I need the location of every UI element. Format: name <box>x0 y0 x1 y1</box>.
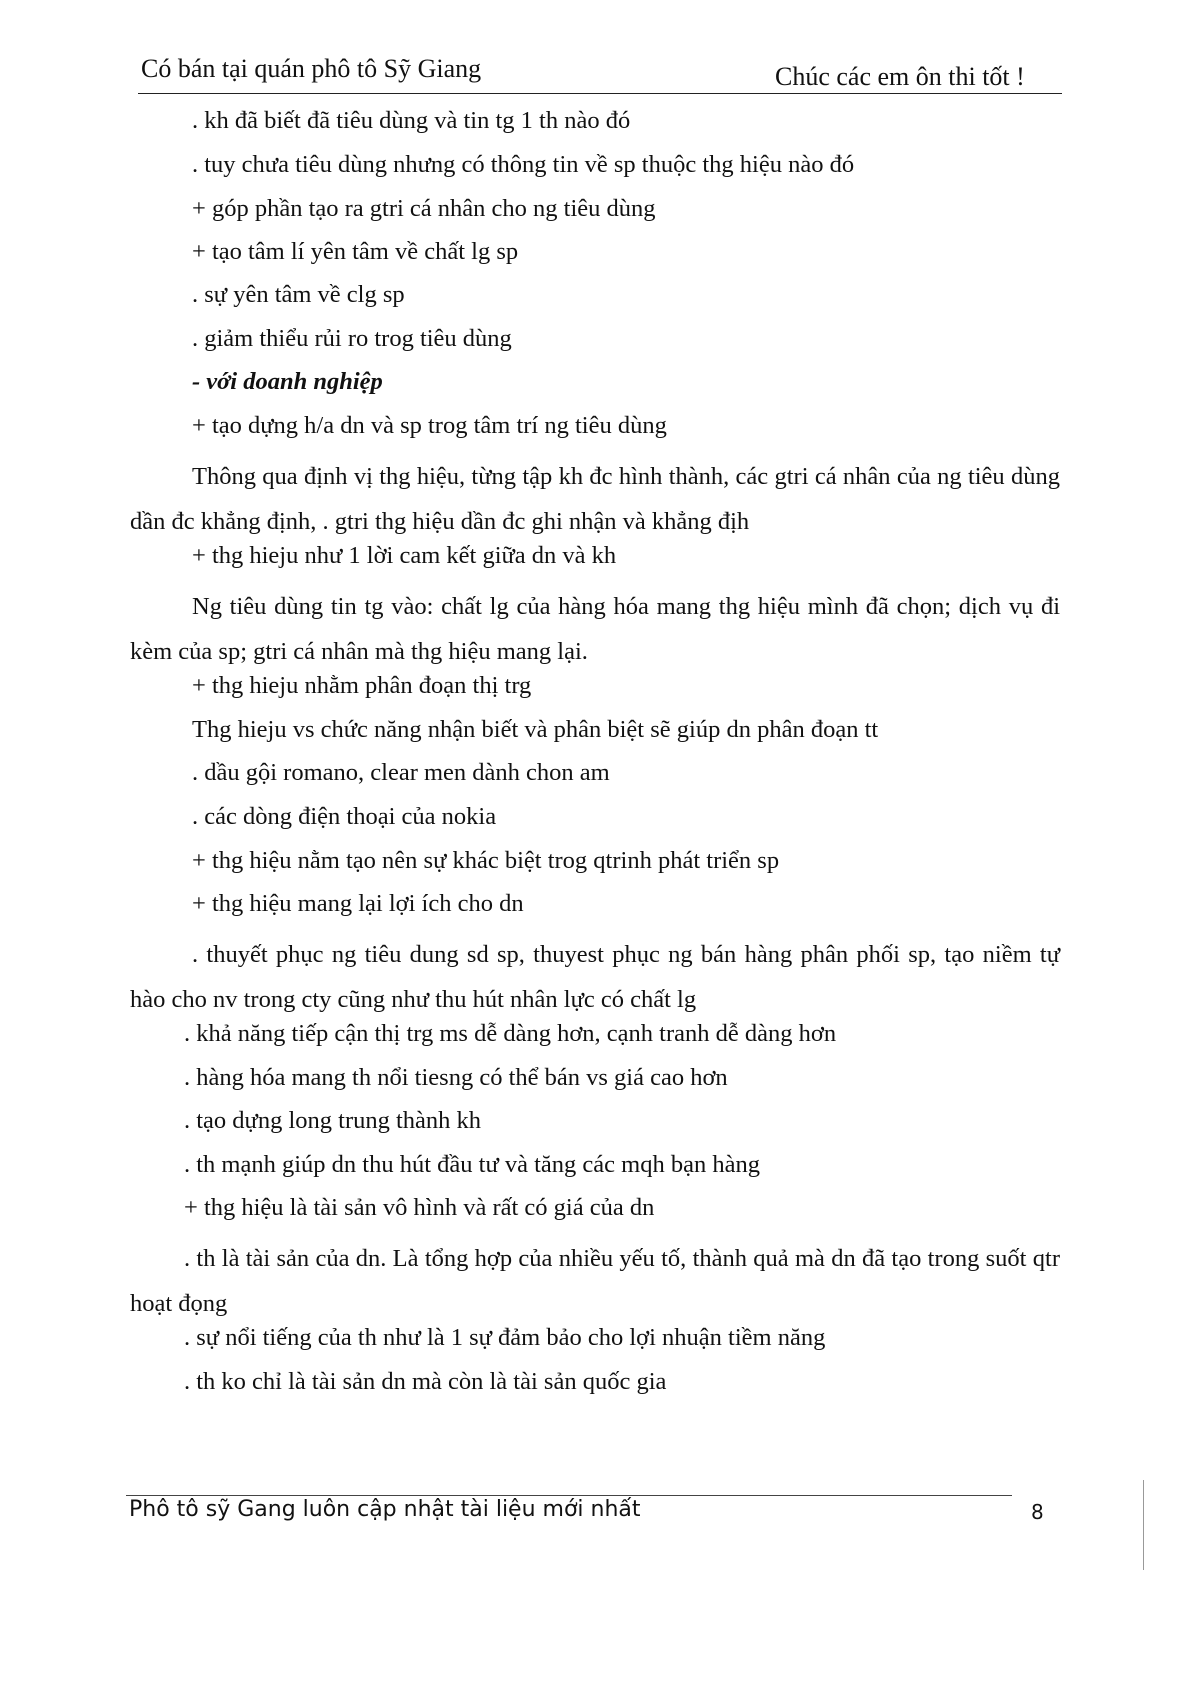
text-line: . tạo dựng long trung thành kh <box>184 1107 482 1134</box>
text-line: + thg hieju như 1 lời cam kết giữa dn và kh <box>192 542 617 569</box>
text-line: + thg hiệu là tài sản vô hình và rất có giá của dn <box>184 1194 655 1221</box>
header-greeting: Chúc các em ôn thi tốt ! <box>775 62 1025 91</box>
text-line: . giảm thiểu rủi ro trog tiêu dùng <box>192 325 512 352</box>
text-line: . khả năng tiếp cận thị trg ms dễ dàng hơn, cạnh tranh dễ dàng hơn <box>184 1020 837 1047</box>
text-line: . sự nổi tiếng của th như là 1 sự đảm bảo cho lợi nhuận tiềm năng <box>184 1324 826 1351</box>
text-line: . sự yên tâm về clg sp <box>192 281 405 308</box>
paragraph: Ng tiêu dùng tin tg vào: chất lg của hàng hóa mang thg hiệu mình đã chọn; dịch vụ đi kèm của sp; gtri cá nhân mà thg hiệu mang lại. <box>130 593 1060 665</box>
text-line: Thg hieju vs chức năng nhận biết và phân biệt sẽ giúp dn phân đoạn tt <box>192 716 879 743</box>
text-line: + thg hieju nhằm phân đoạn thị trg <box>192 672 532 699</box>
text-line: + tạo tâm lí yên tâm về chất lg sp <box>192 238 519 265</box>
text-line: + thg hiệu nằm tạo nên sự khác biệt trog qtrinh phát triển sp <box>192 847 780 874</box>
text-line: + tạo dựng h/a dn và sp trog tâm trí ng tiêu dùng <box>192 412 667 439</box>
footer-note: Phô tô sỹ Gang luôn cập nhật tài liệu mới nhất <box>129 1497 641 1522</box>
text-line: . th ko chỉ là tài sản dn mà còn là tài sản quốc gia <box>184 1368 667 1395</box>
header-shop-name: Có bán tại quán phô tô Sỹ Giang <box>141 54 482 83</box>
text-line: . các dòng điện thoại của nokia <box>192 803 497 830</box>
text-line: . dầu gội romano, clear men dành chon am <box>192 759 610 786</box>
page-number: 8 <box>1031 1500 1044 1524</box>
scan-margin-line <box>1143 1480 1144 1570</box>
text-line: . kh đã biết đã tiêu dùng và tin tg 1 th nào đó <box>192 107 631 134</box>
text-line: . tuy chưa tiêu dùng nhưng có thông tin về sp thuộc thg hiệu nào đó <box>192 151 855 178</box>
text-line: + góp phần tạo ra gtri cá nhân cho ng tiêu dùng <box>192 195 656 222</box>
paragraph: . th là tài sản của dn. Là tổng hợp của nhiều yếu tố, thành quả mà dn đã tạo trong suốt qtr hoạt đọng <box>130 1245 1060 1317</box>
text-line: + thg hiệu mang lại lợi ích cho dn <box>192 890 524 917</box>
paragraph: Thông qua định vị thg hiệu, từng tập kh đc hình thành, các gtri cá nhân của ng tiêu dùng dần đc khẳng định, . gtri thg hiệu dần đc ghi nhận và khẳng địh <box>130 463 1060 535</box>
text-line: . th mạnh giúp dn thu hút đầu tư và tăng các mqh bạn hàng <box>184 1151 760 1178</box>
paragraph: . thuyết phục ng tiêu dung sd sp, thuyest phục ng bán hàng phân phối sp, tạo niềm tự hào cho nv trong cty cũng như thu hút nhân lực có chất lg <box>130 941 1060 1013</box>
section-heading: - với doanh nghiệp <box>192 368 383 395</box>
header-divider <box>138 93 1062 94</box>
text-line: . hàng hóa mang th nổi tiesng có thể bán vs giá cao hơn <box>184 1064 728 1091</box>
footer-divider <box>126 1495 1012 1496</box>
